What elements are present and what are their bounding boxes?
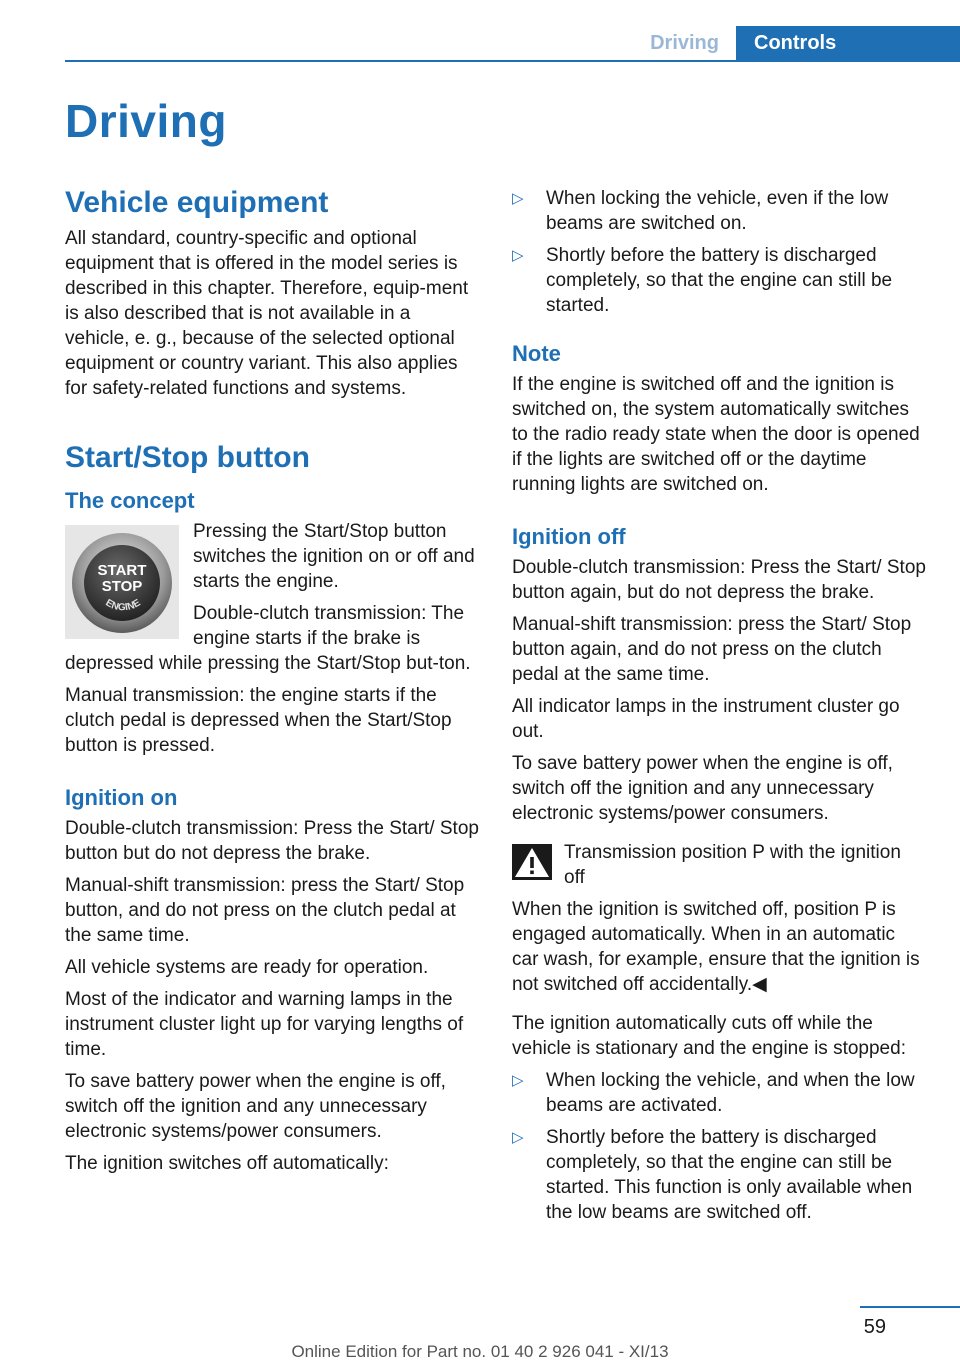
ignition-on-heading: Ignition on [65,785,178,810]
header-tab-driving[interactable]: Driving [650,32,719,54]
page-title: Driving [65,95,227,147]
triangle-bullet-icon: ▷ [512,1072,524,1089]
vehicle-equipment-text: All standard, country-specific and optional equipment that is offered in the model series is described in this chapter. Therefore, equip-ment is also described that is not available in a vehicle, e. g., because of the selected optional equipment or country variant. This also applies for safety-related functions and systems. [65,228,469,399]
vehicle-equipment-heading: Vehicle equipment [65,186,329,219]
left-column [65,186,479,1176]
ignition-off-text-3: All indicator lamps in the instrument cluster go out. [512,696,900,742]
note-heading: Note [512,341,561,366]
list-item: ▷ Shortly before the battery is discharged completely, so that the engine can still be started. This function is only available when the low beams are switched off. [512,1127,913,1223]
ignition-off-text-5: The ignition automatically cuts off while the vehicle is stationary and the engine is stopped: [512,1013,906,1059]
list-item: ▷ Shortly before the battery is discharged completely, so that the engine can still be started. [512,245,893,316]
auto-cutoff-list [512,1068,926,1225]
header-rule [65,60,960,62]
ignition-on-text-3: All vehicle systems are ready for operation. [65,957,429,978]
warning-title: Transmission position P with the ignition off [564,842,901,888]
list-item: ▷ When locking the vehicle, and when the low beams are activated. [512,1070,915,1116]
ignition-off-text-2: Manual-shift transmission: press the Start/ Stop button again, and do not press on the clutch pedal at the same time. [512,614,912,685]
note-text: If the engine is switched off and the ignition is switched on, the system automatically switches to the radio ready state when the door is opened if the lights are switched off or the daytime running lights are switched on. [512,374,920,495]
footer-edition: Online Edition for Part no. 01 40 2 926 041 - XI/13 [291,1342,669,1361]
start-stop-button-image [65,525,179,639]
concept-heading: The concept [65,488,195,513]
warning-block [512,840,926,890]
list-item: ▷ When locking the vehicle, even if the low beams are switched on. [512,188,889,234]
ignition-on-text-2: Manual-shift transmission: press the Start/ Stop button, and do not press on the clutch pedal at the same time. [65,875,465,946]
warning-icon [512,844,552,880]
start-stop-heading: Start/Stop button [65,441,310,474]
ignition-on-text-1: Double-clutch transmission: Press the Start/ Stop button but do not depress the brake. [65,818,479,864]
header-tab-controls[interactable]: Controls [736,26,960,60]
triangle-bullet-icon: ▷ [512,190,524,207]
triangle-bullet-icon: ▷ [512,1129,524,1146]
ignition-on-text-6: The ignition switches off automatically: [65,1153,389,1174]
concept-text-2: Double-clutch transmission: The engine starts if the brake is depressed while pressing the Start/Stop but-ton. [65,603,471,674]
right-column [512,186,926,1233]
page-number: 59 [863,1316,886,1338]
triangle-bullet-icon: ▷ [512,247,524,264]
svg-text:STOP: STOP [101,578,143,595]
concept-block [65,519,479,683]
ignition-off-heading: Ignition off [512,524,626,549]
ignition-off-text-1: Double-clutch transmission: Press the Start/ Stop button again, but do not depress the brake. [512,557,926,603]
svg-text:ENGINE: ENGINE [103,597,143,614]
ignition-on-text-5: To save battery power when the engine is off, switch off the ignition and any unnecessary electronic systems/power consumers. [65,1071,446,1142]
auto-off-list [512,186,926,318]
ignition-off-text-4: To save battery power when the engine is off, switch off the ignition and any unnecessary electronic systems/power consumers. [512,753,893,824]
concept-text-3: Manual transmission: the engine starts if the clutch pedal is depressed when the Start/Stop button is pressed. [65,685,452,756]
concept-text-1: Pressing the Start/Stop button switches the ignition on or off and starts the engine. [193,521,475,592]
warning-text: When the ignition is switched off, position P is engaged automatically. When in an automatic car wash, for example, ensure that the ignition is not switched off accidentally.◀ [512,899,920,995]
svg-text:START: START [97,562,147,579]
ignition-on-text-4: Most of the indicator and warning lamps in the instrument cluster light up for varying lengths of time. [65,989,464,1060]
footer-rule [860,1306,960,1308]
